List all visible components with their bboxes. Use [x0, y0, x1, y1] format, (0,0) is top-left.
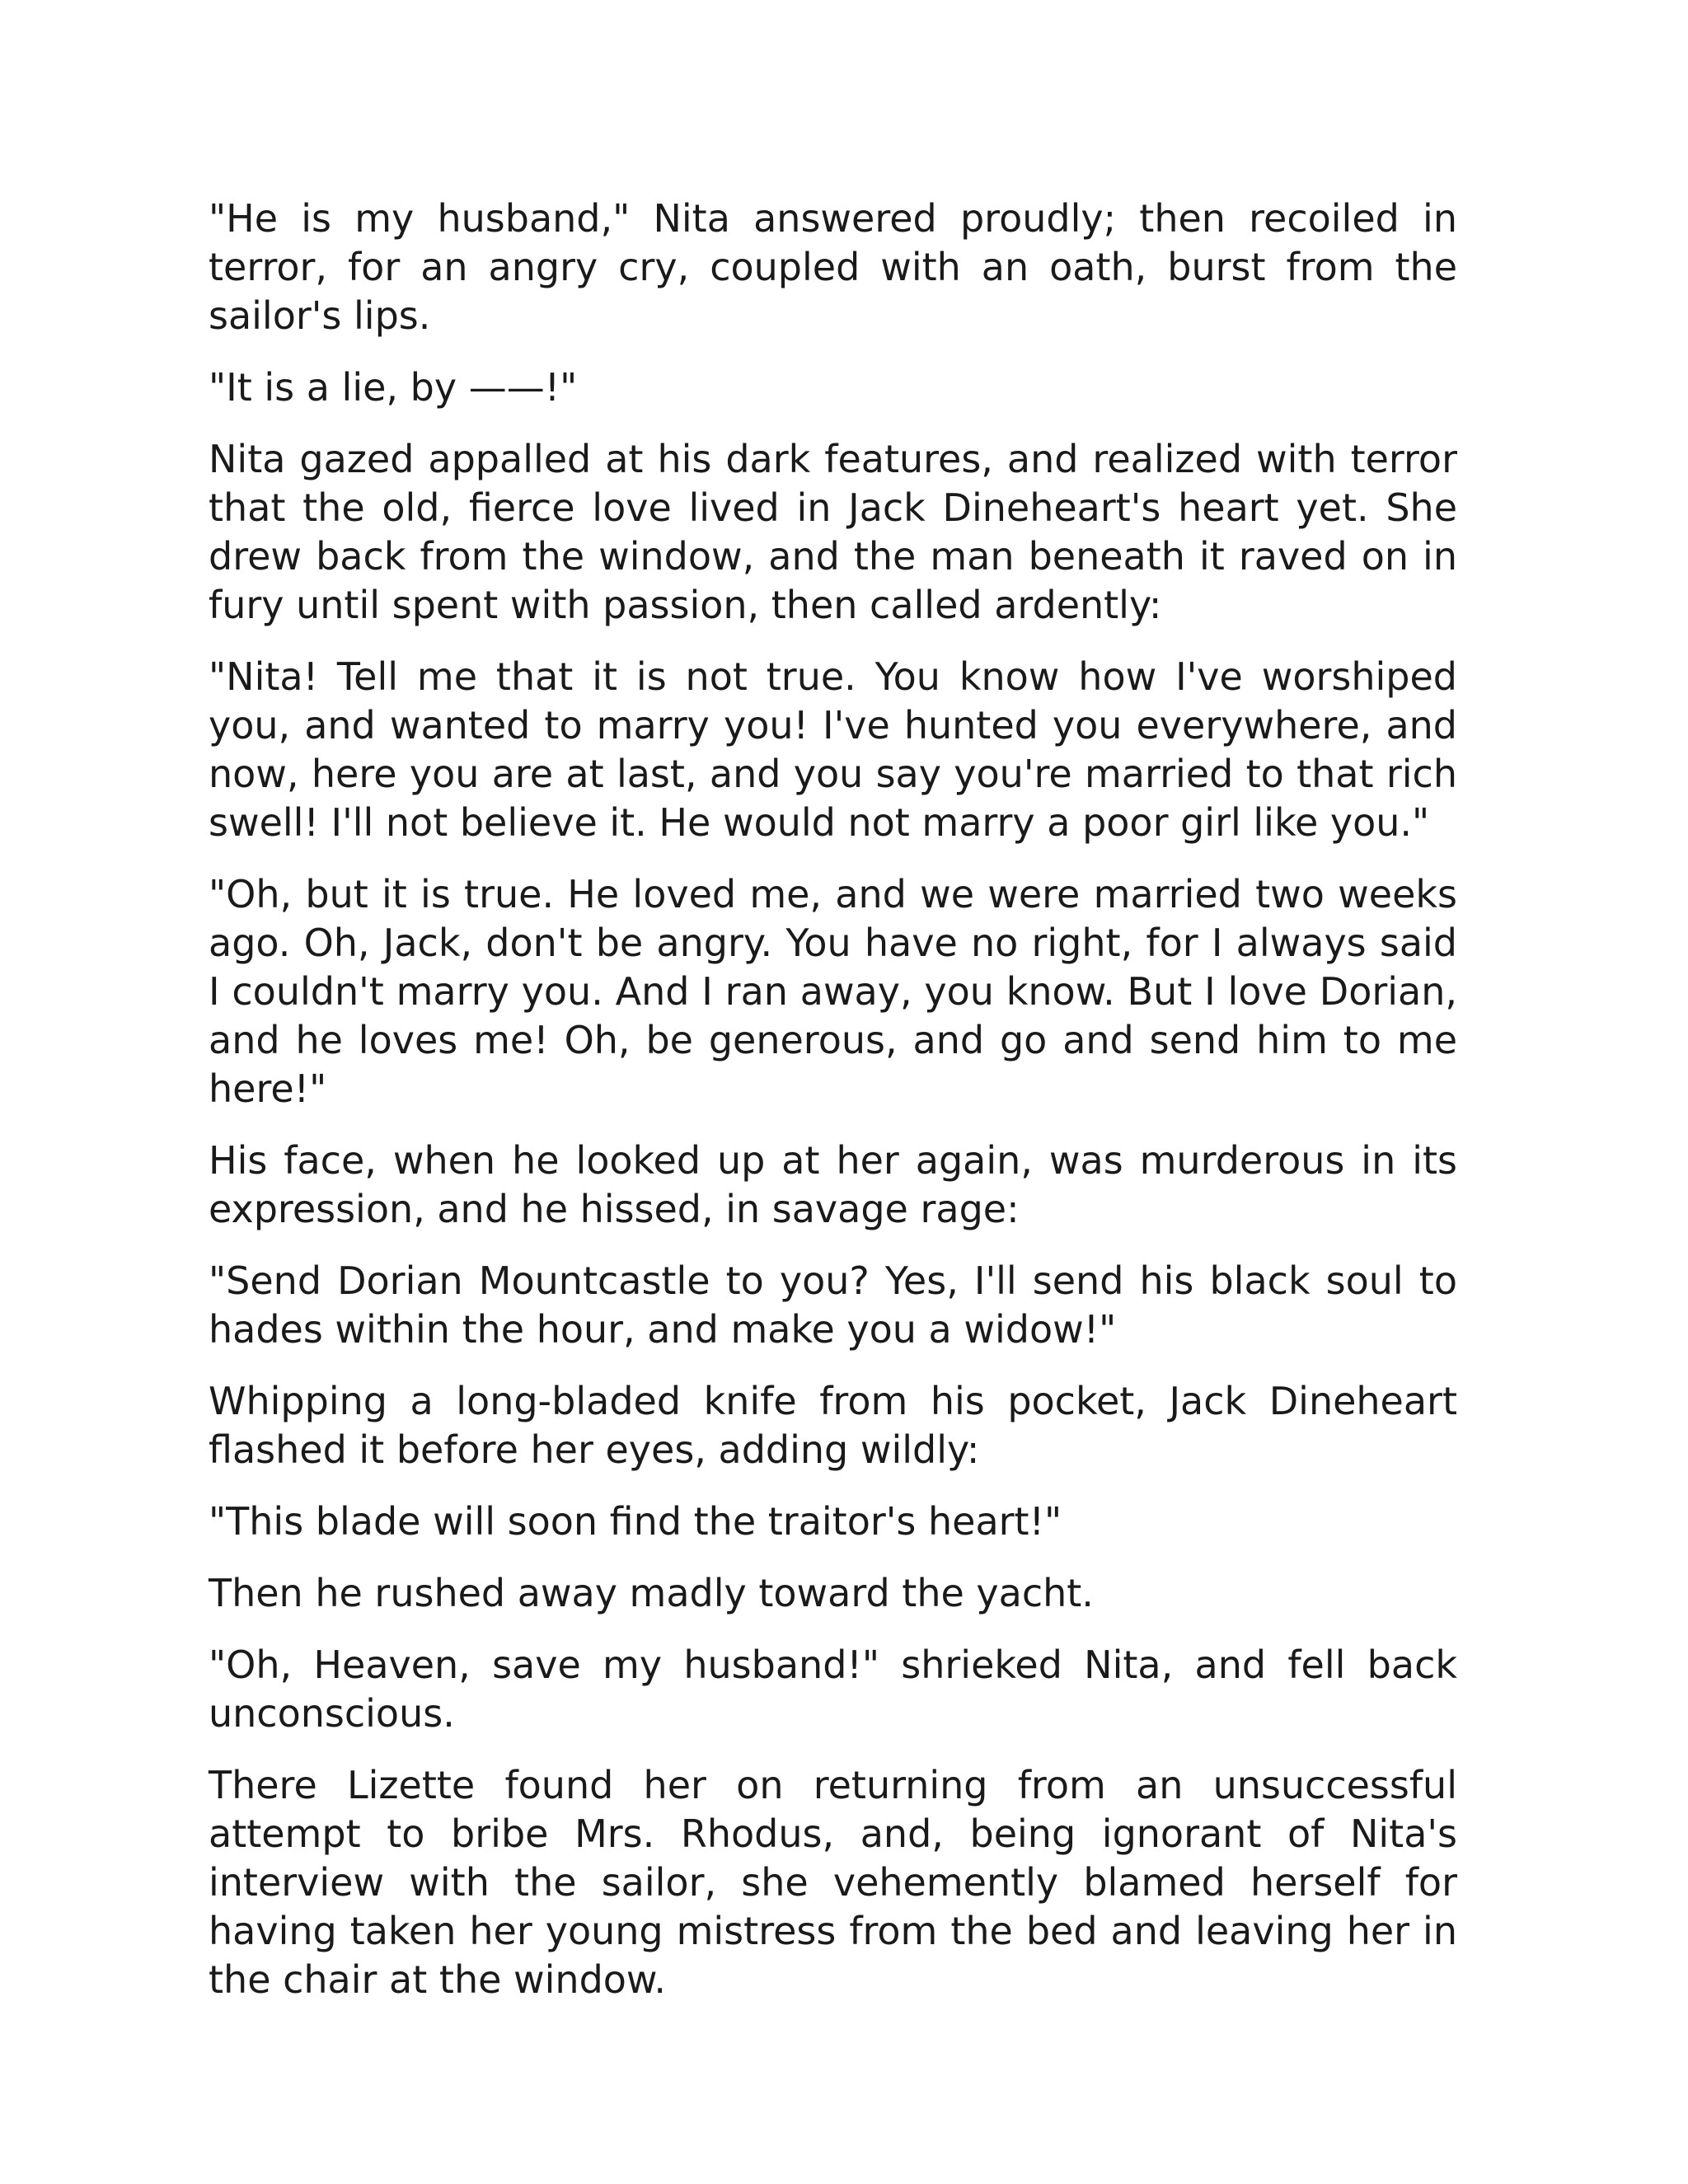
paragraph-10: Then he rushed away madly toward the yacht. — [209, 1571, 1094, 1615]
document-page — [209, 194, 1457, 2027]
paragraph-5: "Oh, but it is true. He loved me, and we were married two weeks ago. Oh, Jack, don't be angry. You have no right, for I always said I couldn't marry you. And I ran away, you know. But I love Dorian, and he loves me! Oh, be generous, and go and send him to me here!" — [209, 872, 1457, 1111]
paragraph-12: There Lizette found her on returning from an unsuccessful attempt to bribe Mrs. Rhodus, and, being ignorant of Nita's interview with the sailor, she vehemently blamed herself for having taken her young mistress from the bed and leaving her in the chair at the window. — [209, 1763, 1457, 2002]
paragraph-2: "It is a lie, by ——!" — [209, 365, 578, 410]
paragraph-8: Whipping a long-bladed knife from his pocket, Jack Dineheart flashed it before her eyes, adding wildly: — [209, 1379, 1457, 1472]
paragraph-1: "He is my husband," Nita answered proudly; then recoiled in terror, for an angry cry, coupled with an oath, burst from the sailor's lips. — [209, 196, 1457, 338]
paragraph-11: "Oh, Heaven, save my husband!" shrieked Nita, and fell back unconscious. — [209, 1643, 1457, 1736]
paragraph-6: His face, when he looked up at her again, was murderous in its expression, and he hissed, in savage rage: — [209, 1138, 1457, 1231]
paragraph-7: "Send Dorian Mountcastle to you? Yes, I'll send his black soul to hades within the hour, and make you a widow!" — [209, 1258, 1457, 1352]
paragraph-9: "This blade will soon find the traitor's heart!" — [209, 1499, 1062, 1544]
paragraph-3: Nita gazed appalled at his dark features, and realized with terror that the old, fierce love lived in Jack Dineheart's heart yet. She drew back from the window, and the man beneath it raved on in fury until spent with passion, then called ardently: — [209, 437, 1457, 627]
paragraph-4: "Nita! Tell me that it is not true. You know how I've worshiped you, and wanted to marry you! I've hunted you everywhere, and now, here you are at last, and you say you're married to that rich swell! I'll not believe it. He would not marry a poor girl like you." — [209, 654, 1457, 845]
